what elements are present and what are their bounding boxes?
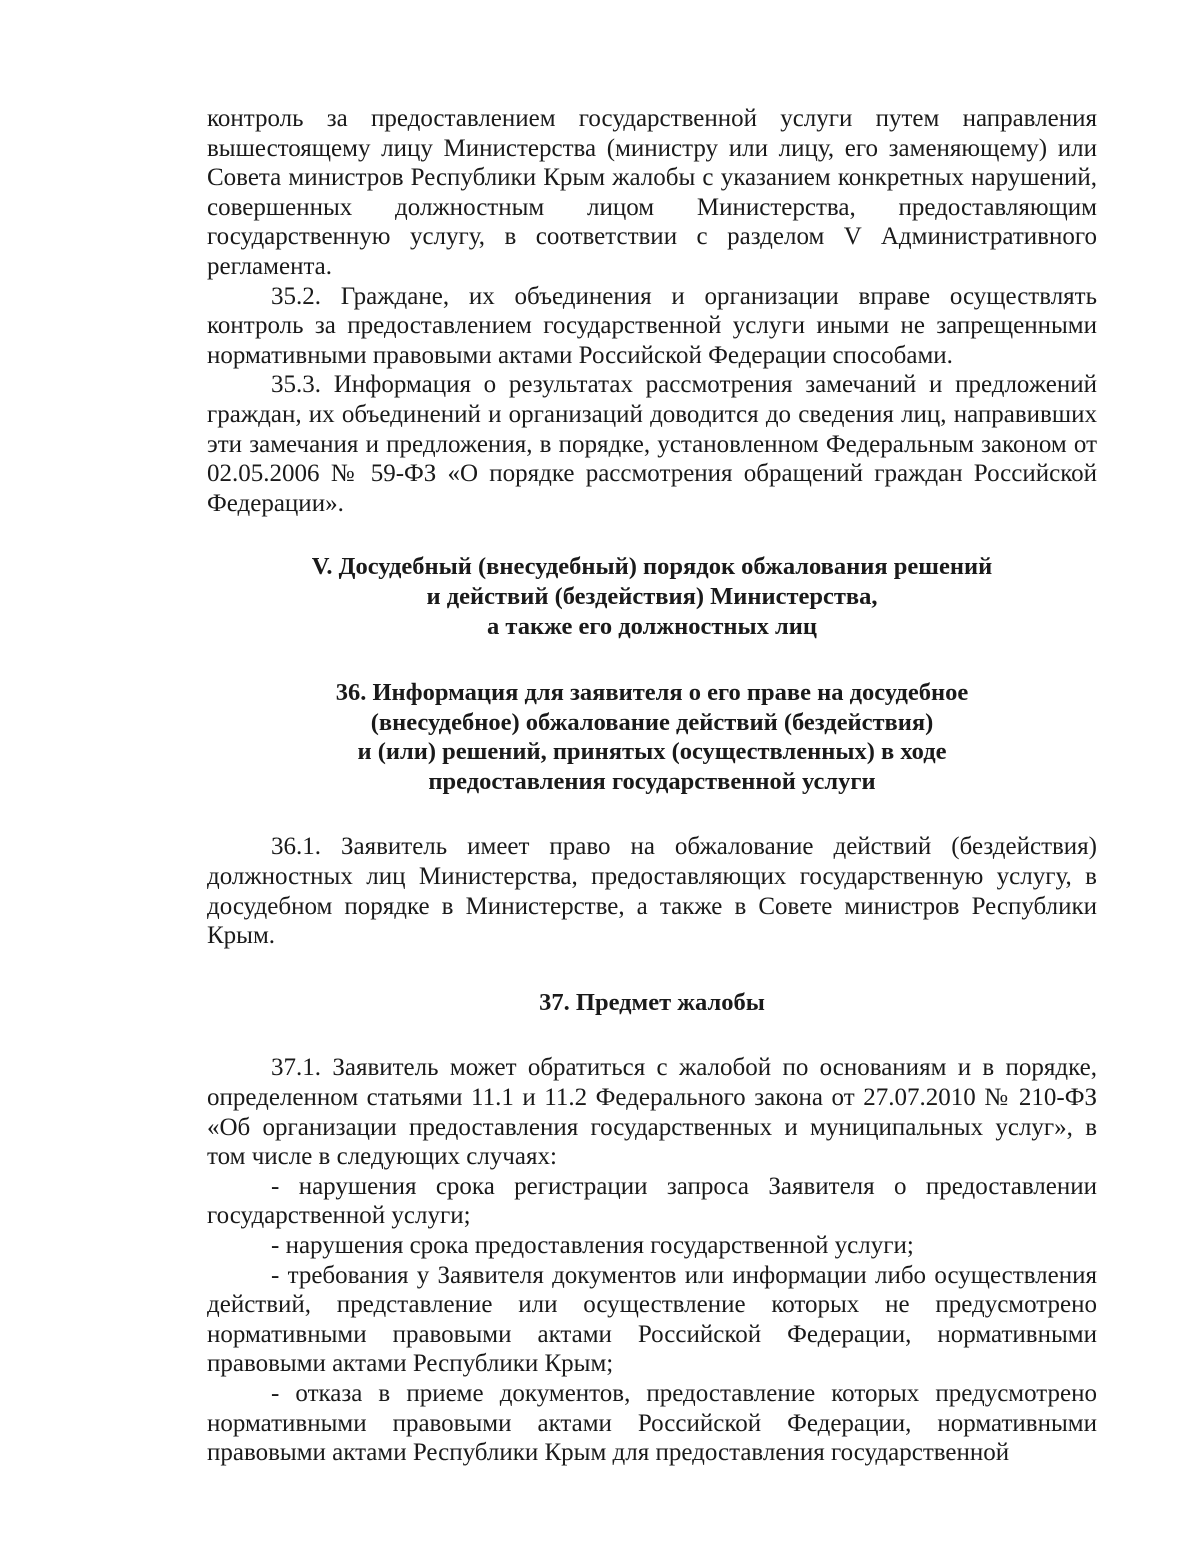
section-37-heading <box>207 988 1097 1018</box>
paragraph-37-1: 37.1. Заявитель может обратиться с жалобой по основаниям и в порядке, определенном статьями 11.1 и 11.2 Федерального закона от 27.07.2010 № 210-ФЗ «Об организации предоставления государственных и муниципальных услуг», в том числе в следующих случаях: <box>207 1054 1097 1171</box>
section-36-heading-line: (внесудебное) обжалование действий (бездействия) <box>370 708 934 736</box>
paragraph-36-1: 36.1. Заявитель имеет право на обжалование действий (бездействия) должностных лиц Министерства, предоставляющих государственную услугу, в досудебном порядке в Министерстве, а также в Совете министров Республики Крым. <box>207 833 1097 950</box>
document-body <box>207 104 1097 1468</box>
section-v-heading-line: и действий (бездействия) Министерства, <box>426 582 878 610</box>
list-item-37-1-a: - нарушения срока регистрации запроса Заявителя о предоставлении государственной услуги; <box>207 1172 1097 1230</box>
section-36-heading <box>207 678 1097 796</box>
paragraph-35-1-continuation: контроль за предоставлением государственной услуги путем направления вышестоящему лицу Министерства (министру или лицу, его заменяющему) или Совета министров Республики Крым жалобы с указанием конкретных нарушений, совершенных должностным лицом Министерства, предоставляющим государственную услугу, в соответствии с разделом V Административного регламента. <box>207 105 1097 280</box>
section-37-heading-line: 37. Предмет жалобы <box>539 988 765 1016</box>
section-v-heading-line: а также его должностных лиц <box>487 612 817 640</box>
section-v-heading-line: V. Досудебный (внесудебный) порядок обжалования решений <box>311 553 993 581</box>
list-item-37-1-d: - отказа в приеме документов, предоставление которых предусмотрено нормативными правовыми актами Российской Федерации, нормативными правовыми актами Республики Крым для предоставления государственной <box>207 1379 1097 1467</box>
section-36-heading-line: предоставления государственной услуги <box>428 767 876 795</box>
section-36-heading-line: и (или) решений, принятых (осуществленных) в ходе <box>357 738 947 766</box>
paragraph-35-2: 35.2. Граждане, их объединения и организации вправе осуществлять контроль за предоставлением государственной услуги иными не запрещенными нормативными правовыми актами Российской Федерации способами. <box>207 282 1097 369</box>
paragraph-35-3: 35.3. Информация о результатах рассмотрения замечаний и предложений граждан, их объединений и организаций доводится до сведения лиц, направивших эти замечания и предложения, в порядке, установленном Федеральным законом от 02.05.2006 № 59-ФЗ «О порядке рассмотрения обращений граждан Российской Федерации». <box>207 371 1097 517</box>
list-item-37-1-c: - требования у Заявителя документов или информации либо осуществления действий, представление или осуществление которых не предусмотрено нормативными правовыми актами Российской Федерации, нормативными правовыми актами Республики Крым; <box>207 1261 1097 1378</box>
section-v-heading <box>207 552 1097 641</box>
section-36-heading-line: 36. Информация для заявителя о его праве на досудебное <box>335 679 969 707</box>
list-item-37-1-b: - нарушения срока предоставления государственной услуги; <box>271 1232 914 1259</box>
